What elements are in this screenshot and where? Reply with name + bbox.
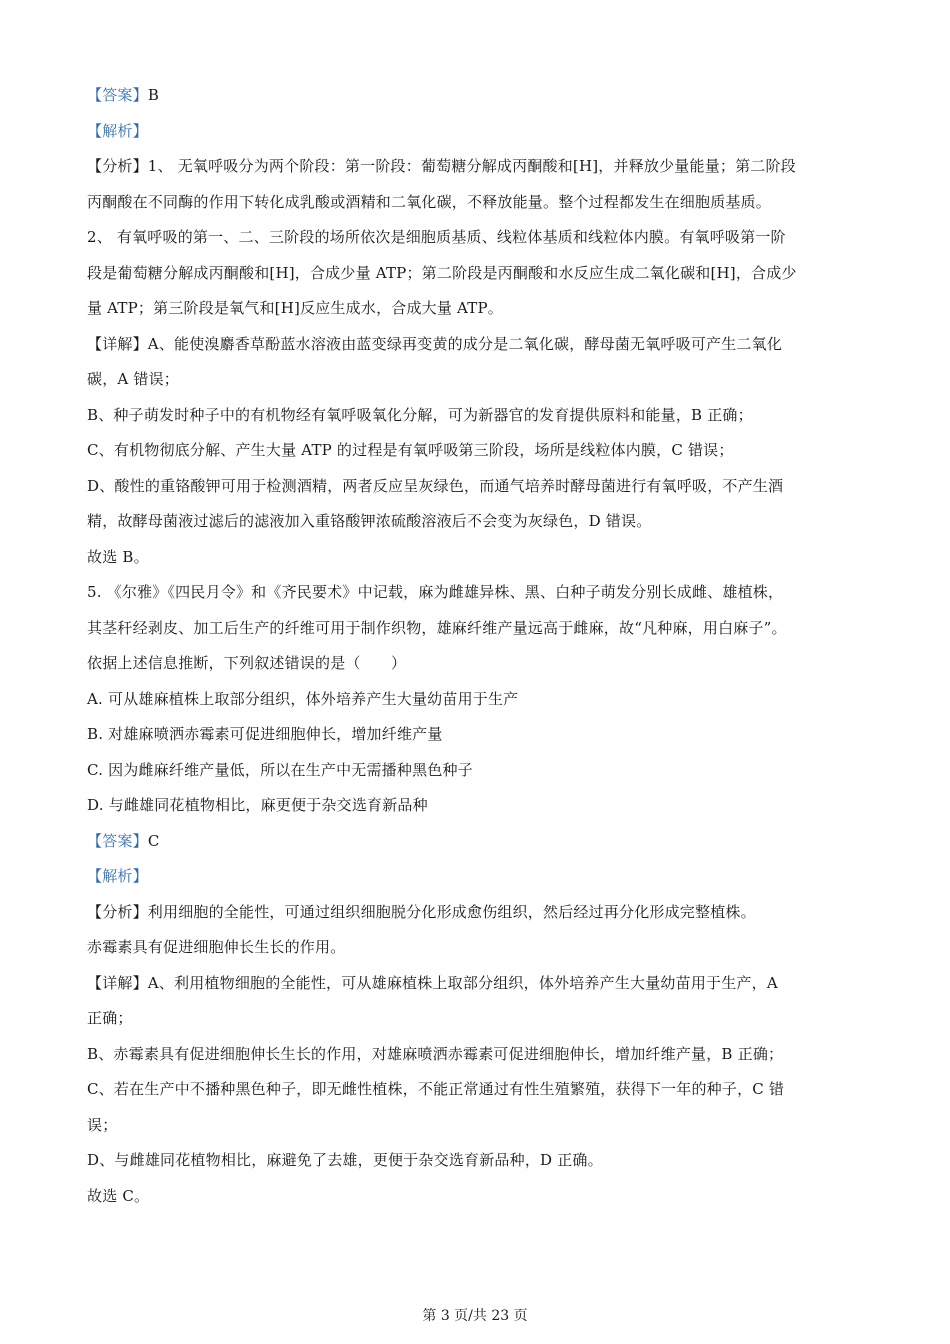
answer-value: B [147, 86, 160, 104]
q5-text-line: 故选 C。 [87, 1186, 150, 1205]
q5-option-c: C. 因为雌麻纤维产量低，所以在生产中无需播种黑色种子 [87, 760, 473, 779]
q5-analysis-tag: 【解析】 [87, 867, 148, 885]
q4-answer-line [87, 78, 867, 114]
answer-value: C [147, 831, 160, 850]
q4-text-line: C、有机物彻底分解、产生大量 ATP 的过程是有氧呼吸第三阶段，场所是线粒体内膜，C 错误； [87, 441, 734, 459]
q4-text-line: D、酸性的重铬酸钾可用于检测酒精，两者反应呈灰绿色，而通气培养时酵母菌进行有氧呼吸，不产生酒 [87, 476, 784, 495]
q5-stem-line: 5. 《尔雅》《四民月令》和《齐民要术》中记载，麻为雌雄异株、黑、白种子萌发分别长成雌、雄植株， [87, 583, 784, 601]
q4-text-line: B、种子萌发时种子中的有机物经有氧呼吸氧化分解，可为新器官的发育提供原料和能量，B 正确； [87, 405, 753, 424]
q4-text-line: 故选 B。 [87, 547, 149, 566]
page-footer: 第 3 页/共 23 页 [422, 1308, 528, 1324]
q4-text-line: 量 ATP；第三阶段是氧气和[H]反应生成水，合成大量 ATP。 [87, 299, 503, 317]
q4-text-line: 丙酮酸在不同酶的作用下转化成乳酸或酒精和二氧化碳，不释放能量。整个过程都发生在细胞质基质。 [87, 192, 772, 211]
q5-text-line: C、若在生产中不播种黑色种子，即无雌性植株，不能正常通过有性生殖繁殖，获得下一年的种子，C 错 [87, 1080, 785, 1098]
q5-text-line: 误； [87, 1115, 118, 1134]
q4-text-line: 精，故酵母菌液过滤后的滤液加入重铬酸钾浓硫酸溶液后不会变为灰绿色，D 错误。 [87, 512, 652, 530]
q4-text-line: 碳，A 错误； [87, 370, 180, 388]
document-page [87, 78, 867, 1214]
q4-text-line: 2、 有氧呼吸的第一、二、三阶段的场所依次是细胞质基质、线粒体基质和线粒体内膜。有氧呼吸第一阶 [87, 228, 786, 246]
q5-option-b: B. 对雄麻喷洒赤霉素可促进细胞伸长，增加纤维产量 [87, 725, 443, 743]
q5-text-line: D、与雌雄同花植物相比，麻避免了去雄，更便于杂交选育新品种，D 正确。 [87, 1151, 603, 1169]
q4-text-line: 【分析】1、 无氧呼吸分为两个阶段：第一阶段：葡萄糖分解成丙酮酸和[H]，并释放少量能量；第二阶段 [87, 157, 796, 175]
q5-text-line: 正确； [87, 1009, 133, 1027]
q5-text-line: 赤霉素具有促进细胞伸长生长的作用。 [87, 938, 346, 956]
q5-text-line: 【分析】利用细胞的全能性，可通过组织细胞脱分化形成愈伤组织，然后经过再分化形成完整植株。 [87, 902, 756, 921]
answer-tag: 【答案】 [87, 86, 148, 104]
q5-stem-line: 其茎秆经剥皮、加工后生产的纤维可用于制作织物，雄麻纤维产量远高于雌麻，故“凡种麻，用白麻子”。 [87, 618, 787, 637]
q5-stem-line: 依据上述信息推断，下列叙述错误的是（ ） [87, 654, 407, 672]
q4-text-line: 段是葡萄糖分解成丙酮酸和[H]，合成少量 ATP；第二阶段是丙酮酸和水反应生成二氧化碳和[H]，合成少 [87, 263, 797, 282]
q5-answer-line [87, 824, 867, 860]
q4-text-line: 【详解】A、能使溴麝香草酚蓝水溶液由蓝变绿再变黄的成分是二氧化碳，酵母菌无氧呼吸可产生二氧化 [87, 334, 783, 353]
q5-text-line: 【详解】A、利用植物细胞的全能性，可从雄麻植株上取部分组织，体外培养产生大量幼苗用于生产，A [87, 973, 778, 992]
q5-text-line: B、赤霉素具有促进细胞伸长生长的作用，对雄麻喷洒赤霉素可促进细胞伸长，增加纤维产量，B 正确； [87, 1044, 784, 1063]
answer-tag: 【答案】 [87, 831, 148, 850]
q4-analysis-tag: 【解析】 [87, 121, 148, 140]
q5-option-d: D. 与雌雄同花植物相比，麻更便于杂交选育新品种 [87, 796, 428, 814]
q5-option-a: A. 可从雄麻植株上取部分组织，体外培养产生大量幼苗用于生产 [87, 689, 519, 708]
